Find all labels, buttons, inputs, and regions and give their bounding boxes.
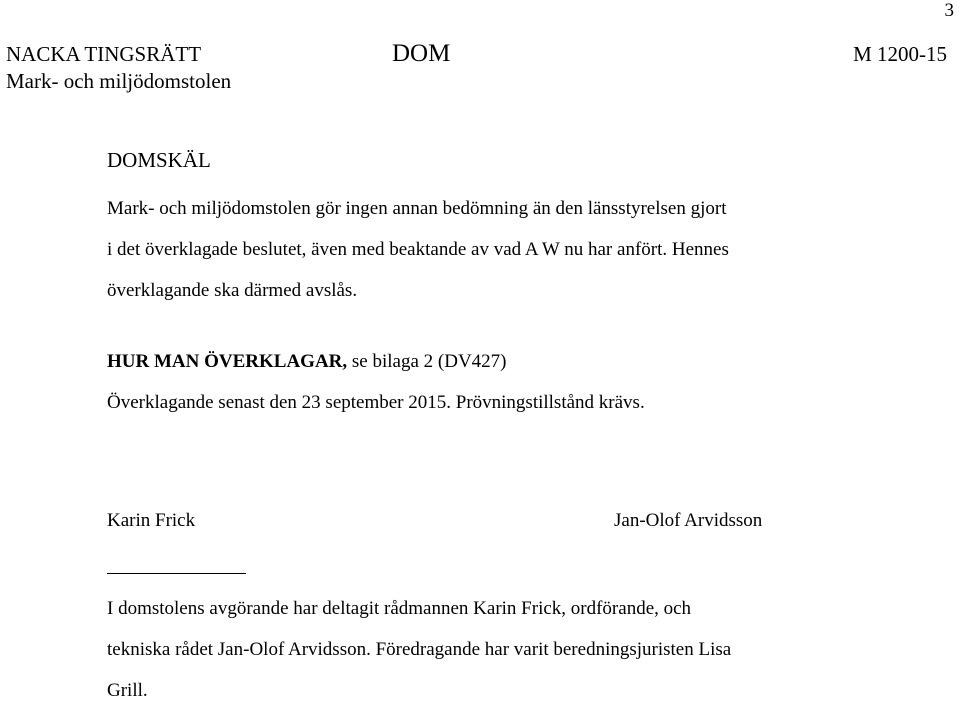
reasons-line: i det överklagade beslutet, även med beaktande av vad A W nu har anfört. Hennes: [107, 239, 729, 260]
separator-rule: [107, 573, 246, 574]
case-number: M 1200-15: [853, 42, 947, 66]
composition-line: I domstolens avgörande har deltagit rådmannen Karin Frick, ordförande, och: [107, 598, 692, 619]
signature-right: Jan-Olof Arvidsson: [614, 510, 763, 531]
appeal-heading: HUR MAN ÖVERKLAGAR,: [107, 351, 348, 372]
reasons-line: Mark- och miljödomstolen gör ingen annan bedömning än den länsstyrelsen gjort: [107, 198, 727, 219]
appeal-deadline: Överklagande senast den 23 september 2015. Prövningstillstånd krävs.: [107, 392, 645, 413]
document-type: DOM: [392, 40, 451, 67]
reasons-paragraph: [107, 188, 887, 311]
reasons-heading: DOMSKÄL: [107, 148, 211, 172]
page-number: 3: [944, 0, 954, 21]
court-division: Mark- och miljödomstolen: [6, 69, 232, 93]
appeal-instructions: [107, 351, 507, 373]
court-composition: [107, 588, 947, 711]
appeal-reference: se bilaga 2 (DV427): [347, 351, 507, 372]
reasons-line: överklagande ska därmed avslås.: [107, 280, 358, 301]
court-name: NACKA TINGSRÄTT: [6, 42, 202, 66]
composition-line: tekniska rådet Jan-Olof Arvidsson. Föredragande har varit beredningsjuristen Lisa: [107, 639, 732, 660]
composition-line: Grill.: [107, 680, 148, 701]
signature-left: Karin Frick: [107, 510, 196, 531]
